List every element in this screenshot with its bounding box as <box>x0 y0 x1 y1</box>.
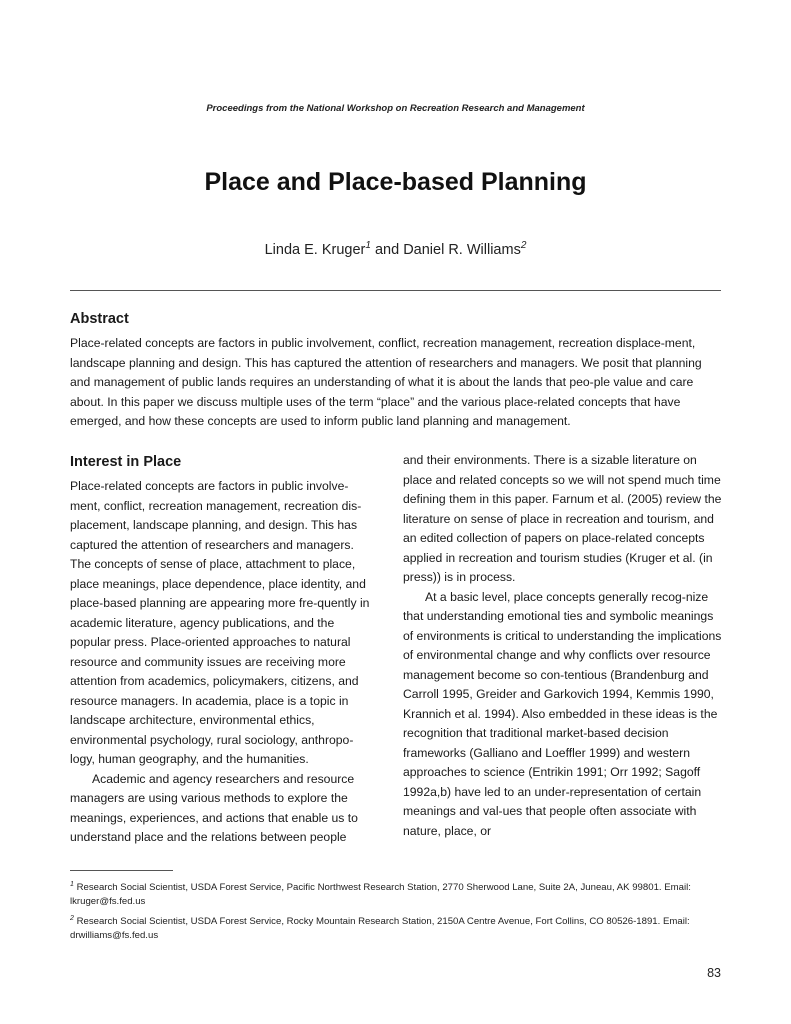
header-divider <box>70 290 721 291</box>
footnote-mark: 2 <box>520 240 527 251</box>
body-paragraph: Place-related concepts are factors in public involve-ment, conflict, recreation management, recreation dis-placement, landscape planning, and design. This has captured the attention of researchers and managers. The concepts of sense of place, attachment to place, place meanings, place dependence, place identity, and place-based planning are appearing more fre-quently in academic literature, agency publications, and the popular press. Place-oriented approaches to natural resource and community issues are receiving more attention from academics, policymakers, citizens, and resource managers. In academia, place is a topic in landscape architecture, environmental ethics, environmental psychology, rural sociology, anthropo-logy, human geography, and the humanities. <box>70 479 370 766</box>
footnote <box>70 912 730 943</box>
body-paragraph: At a basic level, place concepts generally recog-nize that understanding emotional ties and symbolic meanings of environments is critical to understanding the implications of environmental change and why conflicts over resource management become so con-tentious (Brandenburg and Carroll 1995, Greider and Garkovich 1994, Kemmis 1990, Krannich et al. 1994). Also embedded in these ideas is the recognition that traditional market-based decision frameworks (Galliano and Loeffler 1999) and western approaches to science (Entrikin 1991; Orr 1992; Sagoff 1992a,b) have led to an under-representation of certain meanings and val-ues that people often associate with nature, place, or <box>403 589 722 838</box>
footnote-divider <box>70 870 173 871</box>
author-name: Daniel R. Williams <box>403 241 521 258</box>
author-name: Linda E. Kruger <box>264 241 366 258</box>
author-connector: and <box>370 241 404 258</box>
abstract-heading: Abstract <box>70 311 129 327</box>
left-column <box>70 452 375 848</box>
footnote-mark: 1 <box>70 881 74 888</box>
abstract-body: Place-related concepts are factors in public involvement, conflict, recreation management, recreation displace-ment, landscape planning and design. This has captured the attention of researchers and managers. We posit that planning and management of public lands requires an understanding of what it is about the lands that peo-ple value and care about. In this paper we discuss multiple uses of the term “place” and the various place-related concepts that have emerged, and how these concepts are used to inform public land planning and management. <box>70 336 702 428</box>
page-number: 83 <box>707 966 721 980</box>
footnote-mark: 1 <box>365 240 371 251</box>
running-head: Proceedings from the National Workshop on Recreation Research and Management <box>206 103 585 114</box>
footnote-mark: 2 <box>70 915 74 923</box>
footnote-text: Research Social Scientist, USDA Forest Service, Pacific Northwest Research Station, 2770 Sherwood Lane, Suite 2A, Juneau, AK 99801. Email: lkruger@fs.fed.us <box>70 882 691 908</box>
right-column <box>403 451 723 841</box>
footnote <box>70 878 730 909</box>
paper-title: Place and Place-based Planning <box>204 168 587 196</box>
footnotes <box>70 878 730 946</box>
body-paragraph: and their environments. There is a sizable literature on place and related concepts so we will not spend much time defining them in this paper. Farnum et al. (2005) review the literature on sense of place in recreation and tourism, and an edited collection of papers on place-related concepts applied in recreation and tourism studies (Kruger et al. (in press)) is in process. <box>403 453 722 584</box>
section-heading: Interest in Place <box>70 454 182 470</box>
footnote-text: Research Social Scientist, USDA Forest Service, Rocky Mountain Research Station, 2150A Centre Avenue, Fort Collins, CO 80526-1891. Email: drwilliams@fs.fed.us <box>70 916 690 942</box>
author-line <box>0 240 791 258</box>
body-paragraph: Academic and agency researchers and resource managers are using various methods to explore the meanings, experiences, and actions that enable us to understand place and the relations between people <box>70 771 358 844</box>
